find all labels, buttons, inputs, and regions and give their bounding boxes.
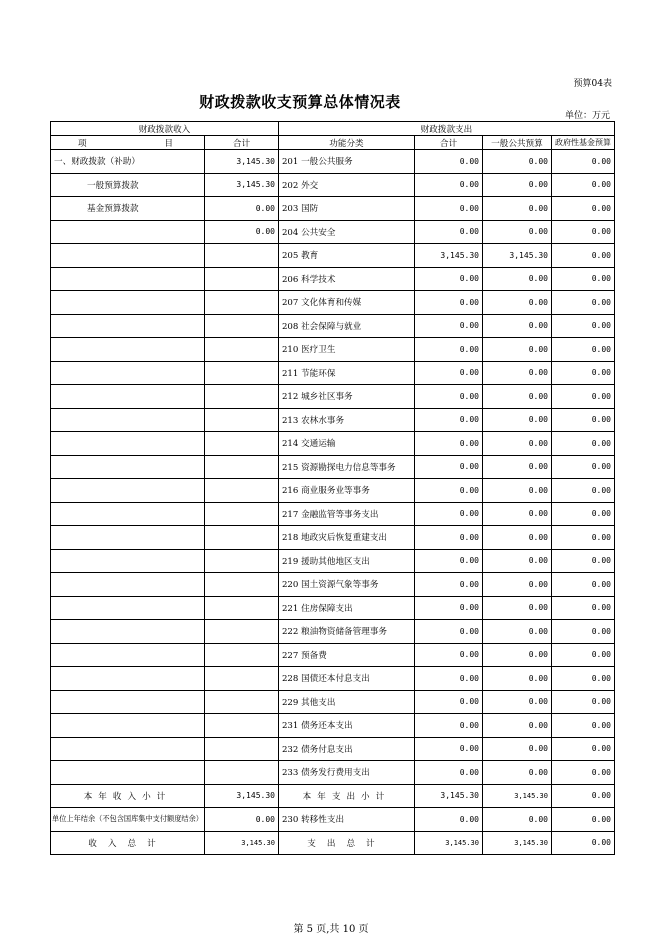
expense-total: 3,145.30: [414, 244, 482, 268]
grand-total-row: [51, 831, 615, 855]
income-amount: [204, 291, 278, 315]
gov-fund: 0.00: [551, 643, 614, 667]
subtotal-row: [51, 784, 615, 808]
income-item: [51, 643, 205, 667]
expense-total: 0.00: [414, 267, 482, 291]
func-class: 208 社会保障与就业: [278, 314, 414, 338]
income-amount: [204, 573, 278, 597]
income-item: [51, 314, 205, 338]
carryover-fund: 0.00: [551, 808, 614, 832]
income-amount: [204, 408, 278, 432]
item-header-a: 项: [78, 138, 87, 149]
income-amount: 0.00: [204, 197, 278, 221]
expense-total-header: 合计: [414, 136, 482, 150]
gov-fund: 0.00: [551, 220, 614, 244]
income-amount: [204, 620, 278, 644]
column-header-row: [51, 136, 615, 150]
expense-total: 0.00: [414, 573, 482, 597]
func-class: 212 城乡社区事务: [278, 385, 414, 409]
general-budget: 0.00: [482, 761, 551, 785]
gov-fund: 0.00: [551, 596, 614, 620]
func-class: 218 地政灾后恢复重建支出: [278, 526, 414, 550]
gov-fund: 0.00: [551, 573, 614, 597]
expense-subtotal-general: 3,145.30: [482, 784, 551, 808]
table-row: [51, 385, 615, 409]
table-row: [51, 432, 615, 456]
expense-group-header: 财政拨款支出: [278, 122, 614, 136]
expense-total: 0.00: [414, 737, 482, 761]
general-budget: 0.00: [482, 737, 551, 761]
gov-fund: 0.00: [551, 244, 614, 268]
func-class: 231 债务还本支出: [278, 714, 414, 738]
carryover-amount: 0.00: [204, 808, 278, 832]
table-row: [51, 314, 615, 338]
income-grand-total-label: 收入总计: [51, 831, 205, 855]
budget-table: [50, 121, 615, 855]
gov-fund: 0.00: [551, 197, 614, 221]
table-row: [51, 244, 615, 268]
func-class-header: 功能分类: [278, 136, 414, 150]
func-class: 228 国债还本付息支出: [278, 667, 414, 691]
income-item: [51, 714, 205, 738]
income-amount: [204, 549, 278, 573]
expense-total: 0.00: [414, 150, 482, 174]
expense-total: 0.00: [414, 620, 482, 644]
income-item: [51, 596, 205, 620]
func-class: 215 资源勘探电力信息等事务: [278, 455, 414, 479]
table-row: [51, 667, 615, 691]
income-amount: [204, 596, 278, 620]
func-class: 211 节能环保: [278, 361, 414, 385]
general-budget: 0.00: [482, 596, 551, 620]
expense-total: 0.00: [414, 220, 482, 244]
general-budget: 0.00: [482, 385, 551, 409]
func-class: 227 预备费: [278, 643, 414, 667]
income-amount: [204, 690, 278, 714]
expense-subtotal-label: 本年支出小计: [278, 784, 414, 808]
income-grand-total-amount: 3,145.30: [204, 831, 278, 855]
income-item: 基金预算拨款: [51, 197, 205, 221]
expense-subtotal-fund: 0.00: [551, 784, 614, 808]
income-item: [51, 220, 205, 244]
general-budget: 0.00: [482, 267, 551, 291]
gov-fund: 0.00: [551, 690, 614, 714]
general-budget-header: 一般公共预算: [482, 136, 551, 150]
carryover-general: 0.00: [482, 808, 551, 832]
group-header-row: [51, 122, 615, 136]
general-budget: 0.00: [482, 667, 551, 691]
func-class: 206 科学技术: [278, 267, 414, 291]
income-item: [51, 526, 205, 550]
gov-fund: 0.00: [551, 667, 614, 691]
expense-total: 0.00: [414, 291, 482, 315]
income-amount: 3,145.30: [204, 173, 278, 197]
income-amount: [204, 361, 278, 385]
expense-total: 0.00: [414, 526, 482, 550]
table-row: [51, 761, 615, 785]
func-class: 222 粮油物资储备管理事务: [278, 620, 414, 644]
func-class: 204 公共安全: [278, 220, 414, 244]
func-class: 207 文化体育和传媒: [278, 291, 414, 315]
table-row: [51, 361, 615, 385]
carryover-label: 单位上年结余（不包含国库集中支付额度结余）: [51, 808, 205, 832]
income-amount: [204, 338, 278, 362]
income-amount: [204, 526, 278, 550]
expense-total: 0.00: [414, 690, 482, 714]
gov-fund: 0.00: [551, 526, 614, 550]
func-class: 202 外交: [278, 173, 414, 197]
table-row: [51, 173, 615, 197]
income-item: [51, 408, 205, 432]
general-budget: 3,145.30: [482, 244, 551, 268]
gov-fund: 0.00: [551, 620, 614, 644]
expense-subtotal-total: 3,145.30: [414, 784, 482, 808]
expense-total: 0.00: [414, 761, 482, 785]
expense-grand-total: 3,145.30: [414, 831, 482, 855]
table-row: [51, 526, 615, 550]
general-budget: 0.00: [482, 314, 551, 338]
table-row: [51, 479, 615, 503]
gov-fund: 0.00: [551, 314, 614, 338]
table-row: [51, 690, 615, 714]
general-budget: 0.00: [482, 549, 551, 573]
general-budget: 0.00: [482, 220, 551, 244]
func-class: 233 债务发行费用支出: [278, 761, 414, 785]
income-item: [51, 549, 205, 573]
item-header: [51, 136, 205, 150]
table-row: [51, 737, 615, 761]
income-item: [51, 385, 205, 409]
table-row: [51, 620, 615, 644]
gov-fund: 0.00: [551, 737, 614, 761]
table-row: [51, 643, 615, 667]
general-budget: 0.00: [482, 643, 551, 667]
func-class: 219 援助其他地区支出: [278, 549, 414, 573]
general-budget: 0.00: [482, 338, 551, 362]
income-subtotal-amount: 3,145.30: [204, 784, 278, 808]
general-budget: 0.00: [482, 197, 551, 221]
func-class: 232 债务付息支出: [278, 737, 414, 761]
income-item: [51, 361, 205, 385]
expense-total: 0.00: [414, 432, 482, 456]
income-amount: 0.00: [204, 220, 278, 244]
table-row: [51, 197, 615, 221]
carryover-row: [51, 808, 615, 832]
gov-fund: 0.00: [551, 502, 614, 526]
table-row: [51, 455, 615, 479]
carryover-total: 0.00: [414, 808, 482, 832]
table-row: [51, 338, 615, 362]
func-class: 205 教育: [278, 244, 414, 268]
item-header-b: 目: [164, 138, 173, 149]
table-row: [51, 408, 615, 432]
income-amount: [204, 314, 278, 338]
gov-fund: 0.00: [551, 361, 614, 385]
income-amount: [204, 385, 278, 409]
expense-total: 0.00: [414, 643, 482, 667]
income-amount: 3,145.30: [204, 150, 278, 174]
income-item: [51, 267, 205, 291]
general-budget: 0.00: [482, 573, 551, 597]
expense-total: 0.00: [414, 549, 482, 573]
income-item: [51, 479, 205, 503]
func-class: 210 医疗卫生: [278, 338, 414, 362]
income-item: [51, 432, 205, 456]
expense-total: 0.00: [414, 479, 482, 503]
general-budget: 0.00: [482, 291, 551, 315]
income-item: [51, 620, 205, 644]
expense-total: 0.00: [414, 667, 482, 691]
income-amount: [204, 714, 278, 738]
general-budget: 0.00: [482, 620, 551, 644]
general-budget: 0.00: [482, 526, 551, 550]
income-item: [51, 667, 205, 691]
income-item: [51, 291, 205, 315]
income-item: 一般预算拨款: [51, 173, 205, 197]
expense-total: 0.00: [414, 361, 482, 385]
expense-grand-general: 3,145.30: [482, 831, 551, 855]
gov-fund: 0.00: [551, 455, 614, 479]
income-item: [51, 244, 205, 268]
income-amount: [204, 667, 278, 691]
expense-total: 0.00: [414, 502, 482, 526]
gov-fund: 0.00: [551, 267, 614, 291]
gov-fund: 0.00: [551, 479, 614, 503]
page-footer: 第 5 页,共 10 页: [293, 924, 369, 935]
unit-label: 单位：万元: [564, 111, 610, 121]
income-subtotal-label: 本年收入小计: [51, 784, 205, 808]
page-title: 财政拨款收支预算总体情况表: [199, 93, 401, 111]
general-budget: 0.00: [482, 502, 551, 526]
general-budget: 0.00: [482, 150, 551, 174]
gov-fund: 0.00: [551, 432, 614, 456]
gov-fund: 0.00: [551, 291, 614, 315]
income-group-header: 财政拨款收入: [51, 122, 279, 136]
expense-total: 0.00: [414, 314, 482, 338]
gov-fund-header: 政府性基金预算: [551, 136, 614, 150]
expense-total: 0.00: [414, 408, 482, 432]
income-item: [51, 338, 205, 362]
expense-grand-total-label: 支出总计: [278, 831, 414, 855]
income-item: 一、财政拨款（补助）: [51, 150, 205, 174]
table-row: [51, 502, 615, 526]
income-total-header: 合计: [204, 136, 278, 150]
income-amount: [204, 244, 278, 268]
expense-total: 0.00: [414, 385, 482, 409]
table-row: [51, 220, 615, 244]
general-budget: 0.00: [482, 432, 551, 456]
income-amount: [204, 479, 278, 503]
gov-fund: 0.00: [551, 549, 614, 573]
func-class: 201 一般公共服务: [278, 150, 414, 174]
table-row: [51, 549, 615, 573]
income-amount: [204, 267, 278, 291]
income-amount: [204, 432, 278, 456]
expense-total: 0.00: [414, 173, 482, 197]
general-budget: 0.00: [482, 173, 551, 197]
expense-total: 0.00: [414, 197, 482, 221]
func-class: 214 交通运输: [278, 432, 414, 456]
func-class: 229 其他支出: [278, 690, 414, 714]
func-class: 221 住房保障支出: [278, 596, 414, 620]
income-item: [51, 502, 205, 526]
general-budget: 0.00: [482, 714, 551, 738]
gov-fund: 0.00: [551, 761, 614, 785]
gov-fund: 0.00: [551, 385, 614, 409]
carryover-func: 230 转移性支出: [278, 808, 414, 832]
gov-fund: 0.00: [551, 338, 614, 362]
general-budget: 0.00: [482, 479, 551, 503]
func-class: 216 商业服务业等事务: [278, 479, 414, 503]
general-budget: 0.00: [482, 408, 551, 432]
income-item: [51, 690, 205, 714]
expense-total: 0.00: [414, 714, 482, 738]
func-class: 220 国土资源气象等事务: [278, 573, 414, 597]
table-row: [51, 150, 615, 174]
income-item: [51, 455, 205, 479]
expense-grand-fund: 0.00: [551, 831, 614, 855]
gov-fund: 0.00: [551, 150, 614, 174]
income-amount: [204, 737, 278, 761]
func-class: 213 农林水事务: [278, 408, 414, 432]
expense-total: 0.00: [414, 338, 482, 362]
expense-total: 0.00: [414, 455, 482, 479]
table-row: [51, 596, 615, 620]
income-amount: [204, 455, 278, 479]
table-row: [51, 573, 615, 597]
income-amount: [204, 643, 278, 667]
table-row: [51, 267, 615, 291]
gov-fund: 0.00: [551, 714, 614, 738]
income-item: [51, 573, 205, 597]
func-class: 217 金融监管等事务支出: [278, 502, 414, 526]
gov-fund: 0.00: [551, 408, 614, 432]
income-item: [51, 737, 205, 761]
income-amount: [204, 502, 278, 526]
table-row: [51, 291, 615, 315]
expense-total: 0.00: [414, 596, 482, 620]
gov-fund: 0.00: [551, 173, 614, 197]
table-row: [51, 714, 615, 738]
income-item: [51, 761, 205, 785]
income-amount: [204, 761, 278, 785]
func-class: 203 国防: [278, 197, 414, 221]
form-number: 预算04表: [573, 79, 612, 89]
general-budget: 0.00: [482, 361, 551, 385]
general-budget: 0.00: [482, 690, 551, 714]
general-budget: 0.00: [482, 455, 551, 479]
